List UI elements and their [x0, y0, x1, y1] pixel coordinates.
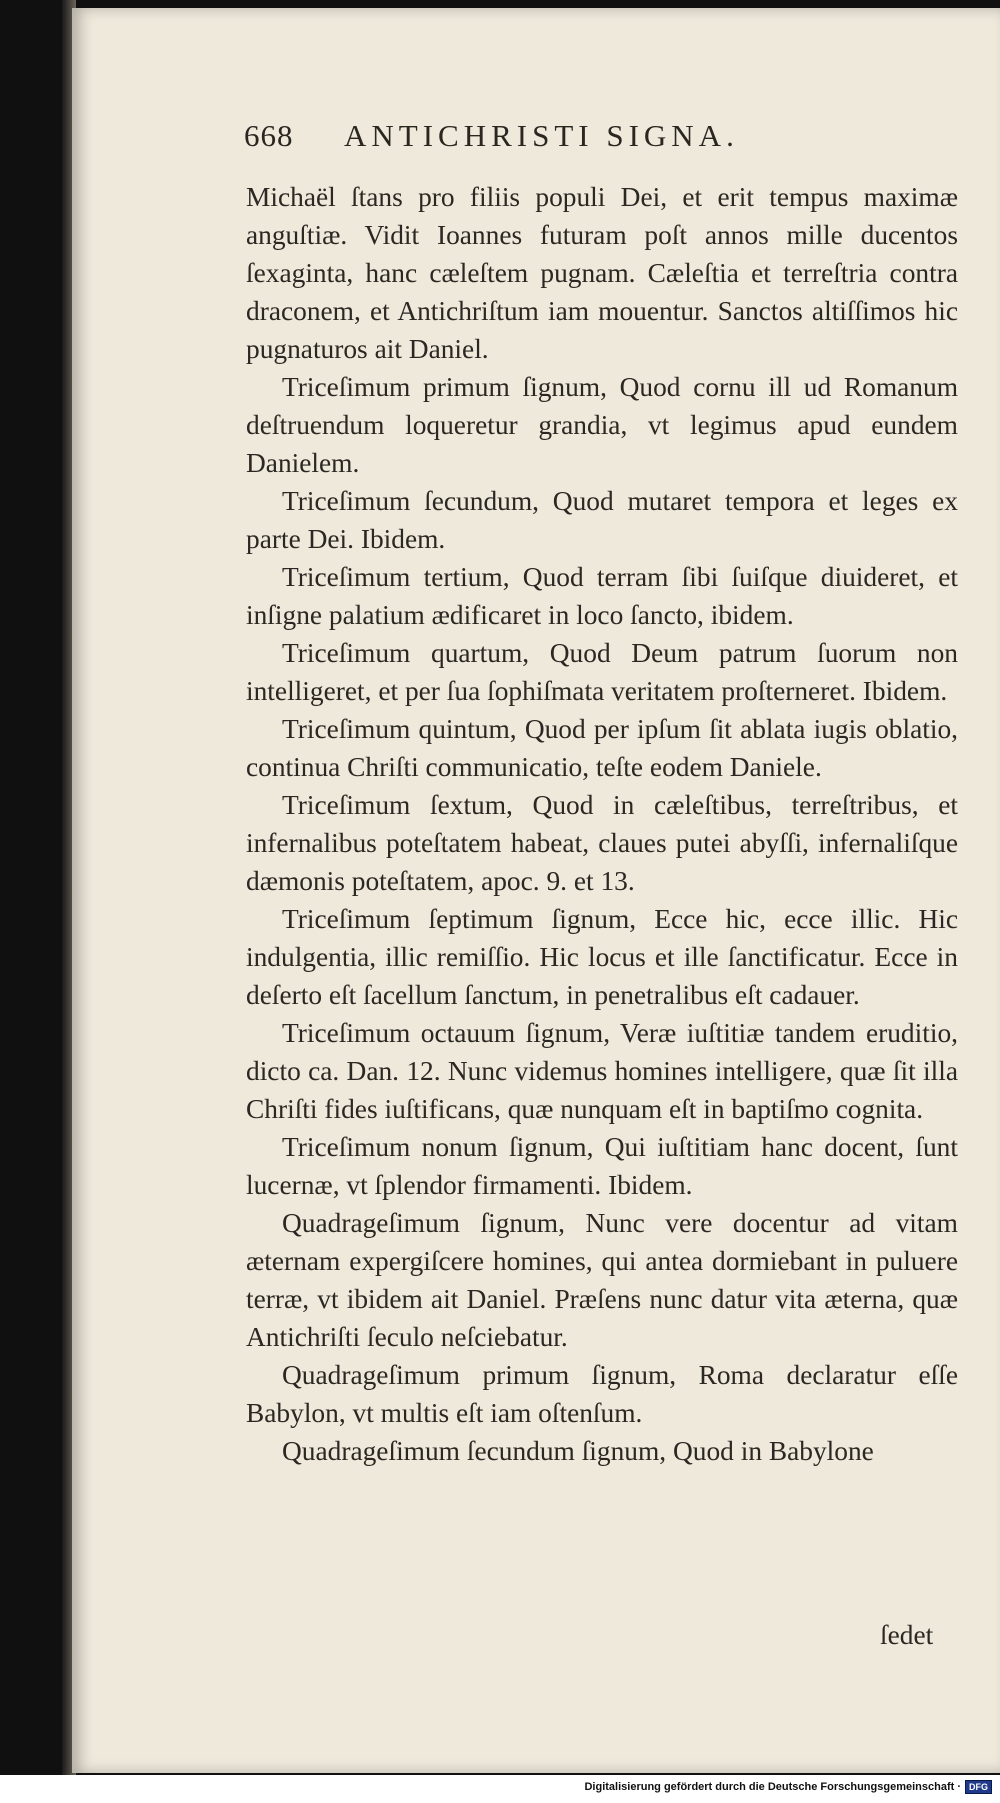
paragraph: Quadrageſimum ſecundum ſignum, Quod in Babylone — [282, 1436, 874, 1466]
page-number: 668 — [244, 118, 294, 153]
dfg-logo: DFG — [965, 1780, 992, 1794]
paragraph: Triceſimum nonum ſignum, Qui iuſtitiam hanc docent, ſunt lucernæ, vt ſplendor firmamenti. Ibidem. — [246, 1132, 958, 1200]
paragraph: Quadrageſimum ſignum, Nunc vere docentur ad vitam æternam expergiſcere homines, qui antea dormiebant in puluere terræ, vt ibidem ait Daniel. Præſens nunc datur vita æterna, quæ Antichriſti ſeculo neſciebatur. — [246, 1208, 958, 1352]
paragraph: Triceſimum primum ſignum, Quod cornu ill ud Romanum deſtruendum loqueretur grandia, vt legimus apud eundem Danielem. — [246, 372, 958, 478]
paragraph: Triceſimum ſecundum, Quod mutaret tempora et leges ex parte Dei. Ibidem. — [246, 486, 958, 554]
paragraph: Triceſimum quintum, Quod per ipſum ſit ablata iugis oblatio, continua Chriſti communicatio, teſte eodem Daniele. — [246, 714, 958, 782]
digitization-credit — [584, 1780, 992, 1794]
paragraph: Triceſimum ſeptimum ſignum, Ecce hic, ecce illic. Hic indulgentia, illic remiſſio. Hic locus et ille ſanctificatur. Ecce in deſerto eſt ſacellum ſanctum, in penetralibus eſt cadauer. — [246, 904, 958, 1010]
paragraph: Triceſimum quartum, Quod Deum patrum ſuorum non intelligeret, et per ſua ſophiſmata veritatem proſterneret. Ibidem. — [246, 638, 958, 706]
paragraph: Triceſimum tertium, Quod terram ſibi ſuiſque diuideret, et inſigne palatium ædificaret in loco ſancto, ibidem. — [246, 562, 958, 630]
paragraph: Triceſimum ſextum, Quod in cæleſtibus, terreſtribus, et infernalibus poteſtatem habeat, claues putei abyſſi, infernaliſque dæmonis poteſtatem, apoc. 9. et 13. — [246, 790, 958, 896]
catchword: ſedet — [880, 1620, 934, 1650]
credit-text: Digitalisierung gefördert durch die Deutsche Forschungsgemeinschaft · — [584, 1781, 961, 1793]
paragraph: Triceſimum octauum ſignum, Veræ iuſtitiæ tandem eruditio, dicto ca. Dan. 12. Nunc videmus homines intelligere, quæ ſit illa Chriſti fides iuſtificans, quæ nunquam eſt in baptiſmo cognita. — [246, 1018, 958, 1124]
running-title: ANTICHRISTI SIGNA. — [344, 118, 739, 153]
body-text — [246, 178, 958, 1470]
paragraph: Quadrageſimum primum ſignum, Roma declaratur eſſe Babylon, vt multis eſt iam oſtenſum. — [246, 1360, 958, 1428]
paragraph-continuation: Michaël ſtans pro filiis populi Dei, et erit tempus maximæ anguſtiæ. Vidit Ioannes futuram poſt annos mille ducentos ſexaginta, hanc cæleſtem pugnam. Cæleſtia et terreſtria contra draconem, et Antichriſtum iam mouentur. Sanctos altiſſimos hic pugnaturos ait Daniel. — [246, 182, 958, 364]
page-header — [244, 118, 964, 154]
